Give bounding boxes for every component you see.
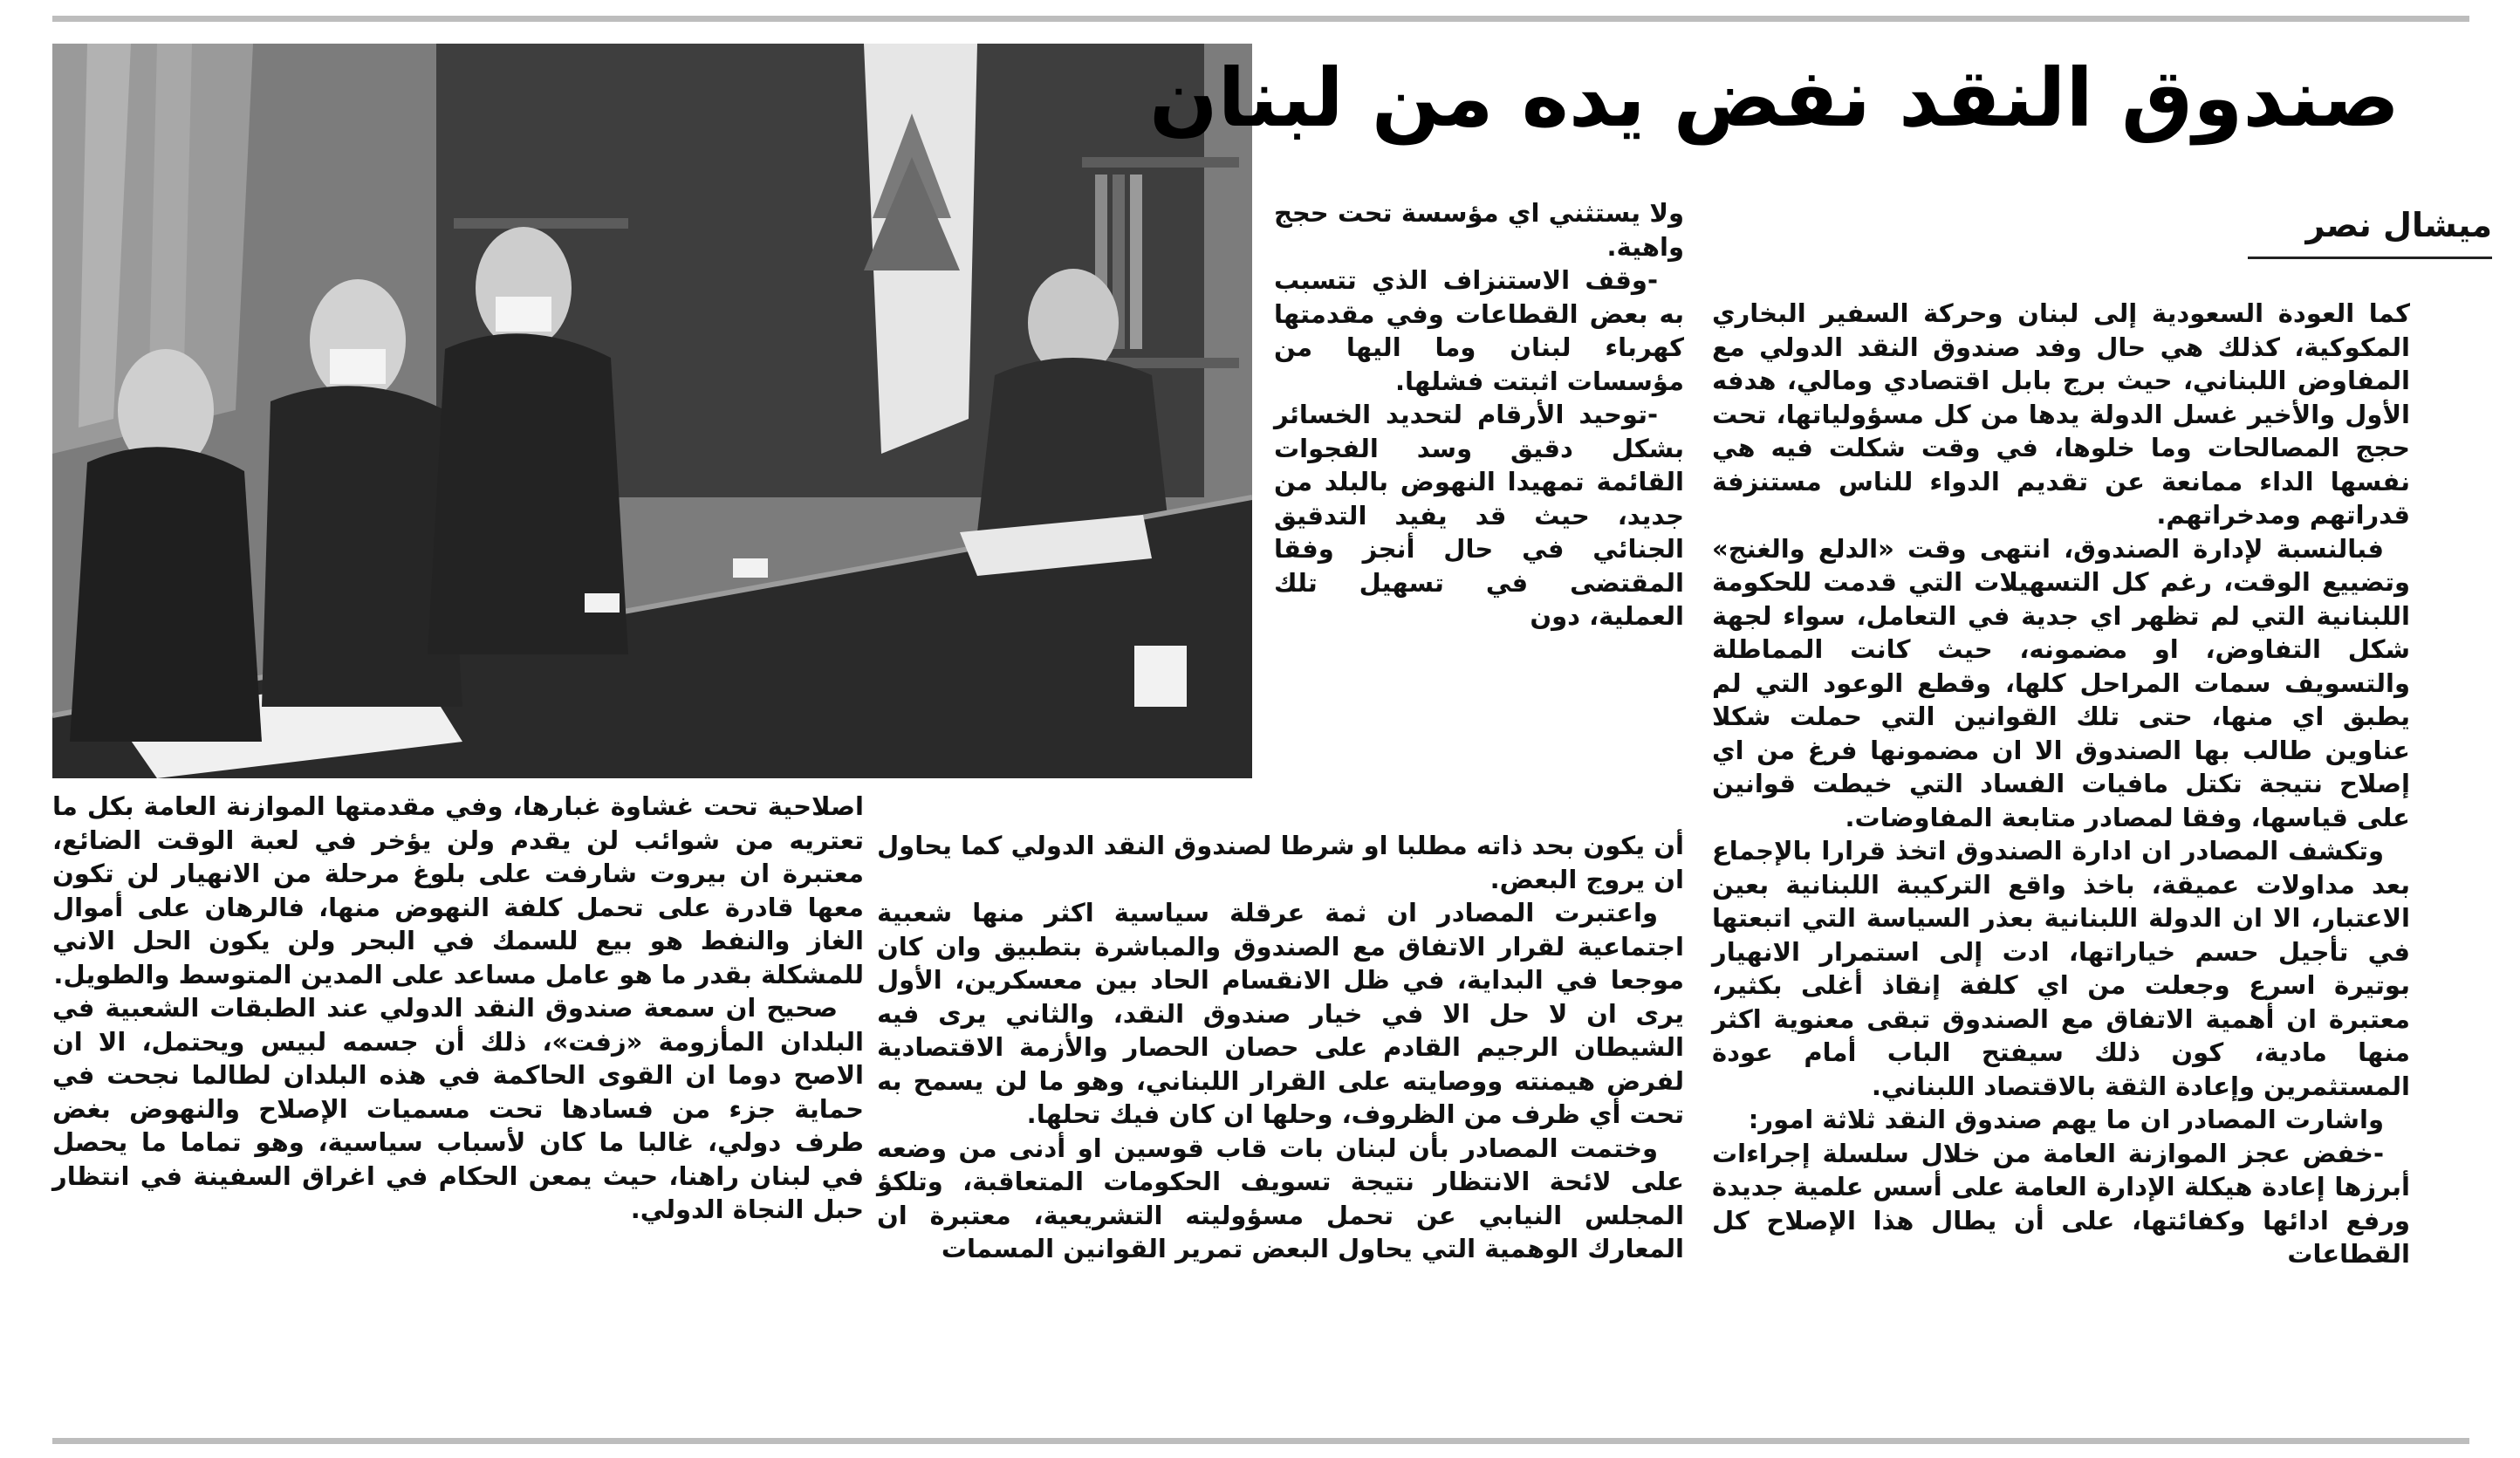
paragraph: كما العودة السعودية إلى لبنان وحركة السفير البخاري المكوكية، كذلك هي حال وفد صندوق النقد الدولي مع المفاوض اللبناني، حيث برج بابل اقتصادي ومالي، هدفه الأول والأخير غسل الدولة يدها من كل مسؤولياتها، تحت حجج المصالحات وما خلوها، في وقت شكلت فيه هي نفسها الداء ممانعة عن تقديم الدواء للناس مستنزفة قدراتهم ومدخراتهم. — [1712, 298, 2410, 530]
meeting-photo-graphic — [52, 44, 1252, 778]
article-headline: صندوق النقد نفض يده من لبنان — [1149, 51, 2400, 145]
article-byline: ميشال نصر — [2248, 202, 2492, 259]
paragraph: أن يكون بحد ذاته مطلبا او شرطا لصندوق النقد الدولي كما يحاول ان يروج البعض. — [877, 831, 1684, 894]
article-column-middle-bottom — [877, 829, 1684, 1431]
paragraph: اصلاحية تحت غشاوة غبارها، وفي مقدمتها الموازنة العامة بكل ما تعتريه من شوائب لن يقدم ولن يؤخر في لعبة الوقت الضائع، معتبرة ان بيروت شارفت على بلوغ مرحلة من الانهيار لن تكون معها قادرة على تحمل كلفة النهوض منها، فالرهان على أموال الغاز والنفط هو بيع للسمك في البحر ولن يكون الحل الاني للمشكلة بقدر ما هو عامل مساعد على المدين المتوسط والطويل. — [52, 791, 864, 989]
paragraph: ولا يستثني اي مؤسسة تحت حجج واهية. — [1274, 198, 1684, 262]
paragraph: -وقف الاستنزاف الذي تتسبب به بعض القطاعات وفي مقدمتها كهرباء لبنان وما اليها من مؤسسات اثبتت فشلها. — [1274, 265, 1684, 396]
paragraph: -خفض عجز الموازنة العامة من خلال سلسلة إجراءات أبرزها إعادة هيكلة الإدارة العامة على أسس علمية جديدة ورفع ادائها وكفائتها، على أن يطال هذا الإصلاح كل القطاعات — [1712, 1138, 2410, 1269]
paragraph: وتكشف المصادر ان ادارة الصندوق اتخذ قرارا بالإجماع بعد مداولات عميقة، باخذ واقع التركيبة اللبنانية بعين الاعتبار، الا ان الدولة اللبنانية بعذر السياسة التي اتبعتها في تأجيل حسم خياراتها، ادت إلى استمرار الانهيار بوتيرة اسرع وجعلت من اي كلفة إنقاذ أغلى بكثير، معتبرة ان أهمية الاتفاق مع الصندوق تبقى معنوية اكثر منها مادية، كون ذلك سيفتح الباب أمام عودة المستثمرين وإعادة الثقة بالاقتصاد اللبناني. — [1712, 836, 2410, 1101]
paragraph: واعتبرت المصادر ان ثمة عرقلة سياسية اكثر منها شعبية اجتماعية لقرار الاتفاق مع الصندوق والمباشرة بتطبيق وان كان موجعا في البداية، في ظل الانقسام الحاد بين معسكرين، الأول يرى ان لا حل الا في خيار صندوق النقد، والثاني يرى فيه الشيطان الرجيم القادم على حصان الحصار والأزمة الاقتصادية لفرض هيمنته ووصايته على القرار اللبناني، وهو ما لن يسمح به تحت أي ظرف من الظروف، وحلها ان كان فيك تحلها. — [877, 898, 1684, 1129]
paragraph: وختمت المصادر بأن لبنان بات قاب قوسين او أدنى من وضعه على لائحة الانتظار نتيجة تسويف الحكومات المتعاقبة، وتلكؤ المجلس النيابي عن تحمل مسؤوليته التشريعية، معتبرة ان المعارك الوهمية التي يحاول البعض تمرير القوانين المسمات — [877, 1133, 1684, 1263]
article-column-left — [52, 790, 864, 1431]
news-photo — [52, 44, 1252, 778]
paragraph: واشارت المصادر ان ما يهم صندوق النقد ثلاثة امور: — [1748, 1105, 2384, 1134]
article-column-right — [1712, 297, 2410, 1431]
article-column-middle-top — [1274, 196, 1684, 825]
top-rule — [52, 16, 2469, 22]
bottom-rule — [52, 1438, 2469, 1444]
paragraph: -توحيد الأرقام لتحديد الخسائر بشكل دقيق وسد الفجوات القائمة تمهيدا النهوض بالبلد من جديد، حيث قد يفيد التدقيق الجنائي في حال أنجز وفقا المقتضى في تسهيل تلك العملية، دون — [1274, 400, 1684, 631]
paragraph: فبالنسبة لإدارة الصندوق، انتهى وقت «الدلع والغنج» وتضييع الوقت، رغم كل التسهيلات التي قدمت للحكومة اللبنانية التي لم تظهر اي جدية في التعامل، سواء لجهة شكل التفاوض، او مضمونه، حيث كانت المماطلة والتسويف سمات المراحل كلها، وقطع الوعود التي لم يطبق اي منها، حتى تلك القوانين التي حملت شكلا عناوين طالب بها الصندوق الا ان مضمونها فرغ من اي إصلاح نتيجة تكتل مافيات الفساد التي خيطت قوانين على قياسها، وفقا لمصادر متابعة المفاوضات. — [1712, 533, 2410, 832]
paragraph: صحيح ان سمعة صندوق النقد الدولي عند الطبقات الشعبية في البلدان المأزومة «زفت»، ذلك أن جسمه لبيس ويحتمل، الا ان الاصح دوما ان القوى الحاكمة في هذه البلدان لطالما نجحت في حماية جزء من فسادها تحت مسميات الإصلاح والنهوض بغض طرف دولي، غالبا ما كان لأسباب سياسية، وهو تماما ما يحصل في لبنان راهنا، حيث يمعن الحكام في اغراق السفينة في انتظار حبل النجاة الدولي. — [52, 993, 864, 1224]
